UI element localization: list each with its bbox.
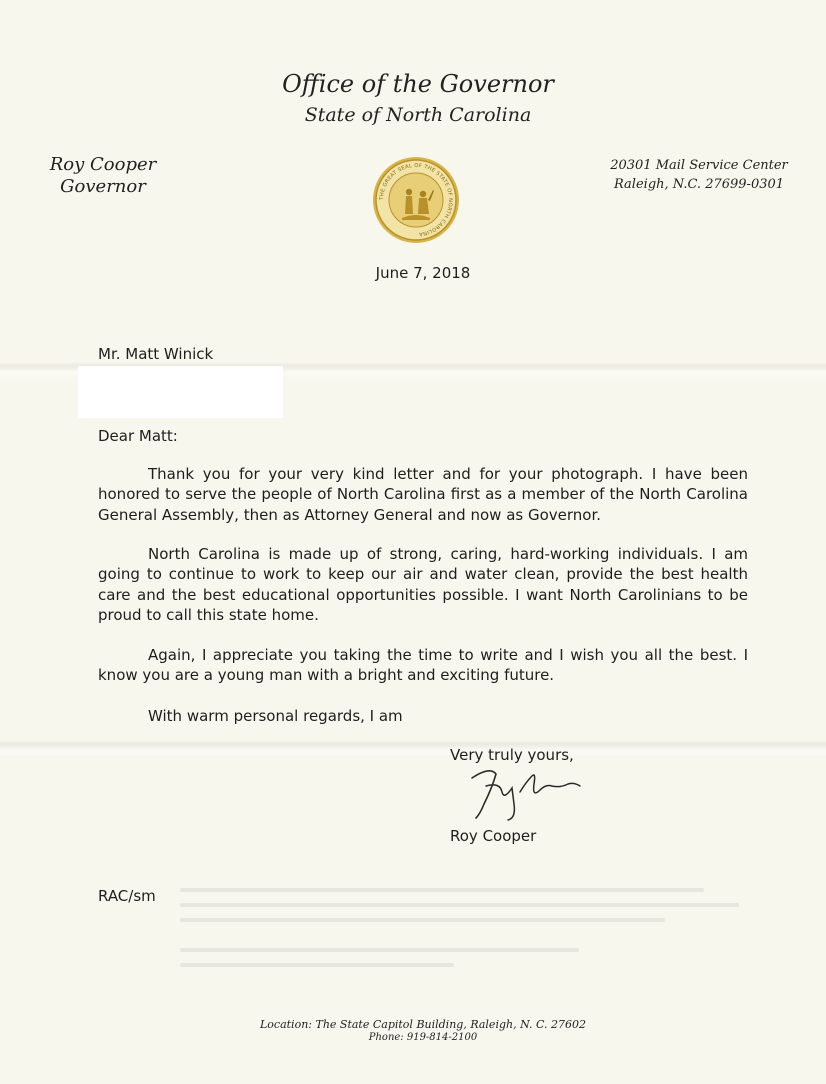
letter-date: June 7, 2018 <box>375 264 471 282</box>
seal-text: THE GREAT SEAL OF THE STATE OF NORTH CAROLINA <box>378 162 454 237</box>
redacted-address-block <box>78 366 283 418</box>
state-seal-icon <box>372 156 460 244</box>
governor-name: Roy Cooper <box>49 154 157 175</box>
body-paragraph-3: Again, I appreciate you taking the time to write and I wish you all the best. I know you are a young man with a bright and exciting future. <box>98 646 748 685</box>
reverse-side-bleed-through <box>180 888 750 1008</box>
address-line-1: 20301 Mail Service Center <box>610 158 788 173</box>
footer-location: Location: The State Capitol Building, Raleigh, N. C. 27602 <box>259 1018 587 1031</box>
closing-line: With warm personal regards, I am <box>148 707 403 725</box>
footer-phone: Phone: 919-814-2100 <box>368 1032 478 1043</box>
salutation: Dear Matt: <box>98 427 178 445</box>
letterhead-address <box>586 156 812 194</box>
recipient-name: Mr. Matt Winick <box>98 345 214 363</box>
valediction: Very truly yours, <box>450 746 574 764</box>
signature-icon <box>462 764 592 824</box>
governor-title: Governor <box>60 176 146 197</box>
body-paragraph-1: Thank you for your very kind letter and for your photograph. I have been honored to serve the people of North Carolina first as a member of the North Carolina General Assembly, then as Attorney General and now as Governor. <box>98 465 748 524</box>
letterhead-state-title: State of North Carolina <box>304 104 532 126</box>
reference-initials: RAC/sm <box>98 887 156 905</box>
letterhead-office-title: Office of the Governor <box>282 70 554 98</box>
letterhead-governor-block <box>28 154 178 198</box>
signer-name: Roy Cooper <box>450 827 537 845</box>
body-paragraph-2: North Carolina is made up of strong, caring, hard-working individuals. I am going to continue to work to keep our air and water clean, provide the best health care and the best educational opportunities possible. I want North Carolinians to be proud to call this state home. <box>98 545 748 624</box>
address-line-2: Raleigh, N.C. 27699-0301 <box>613 177 785 192</box>
